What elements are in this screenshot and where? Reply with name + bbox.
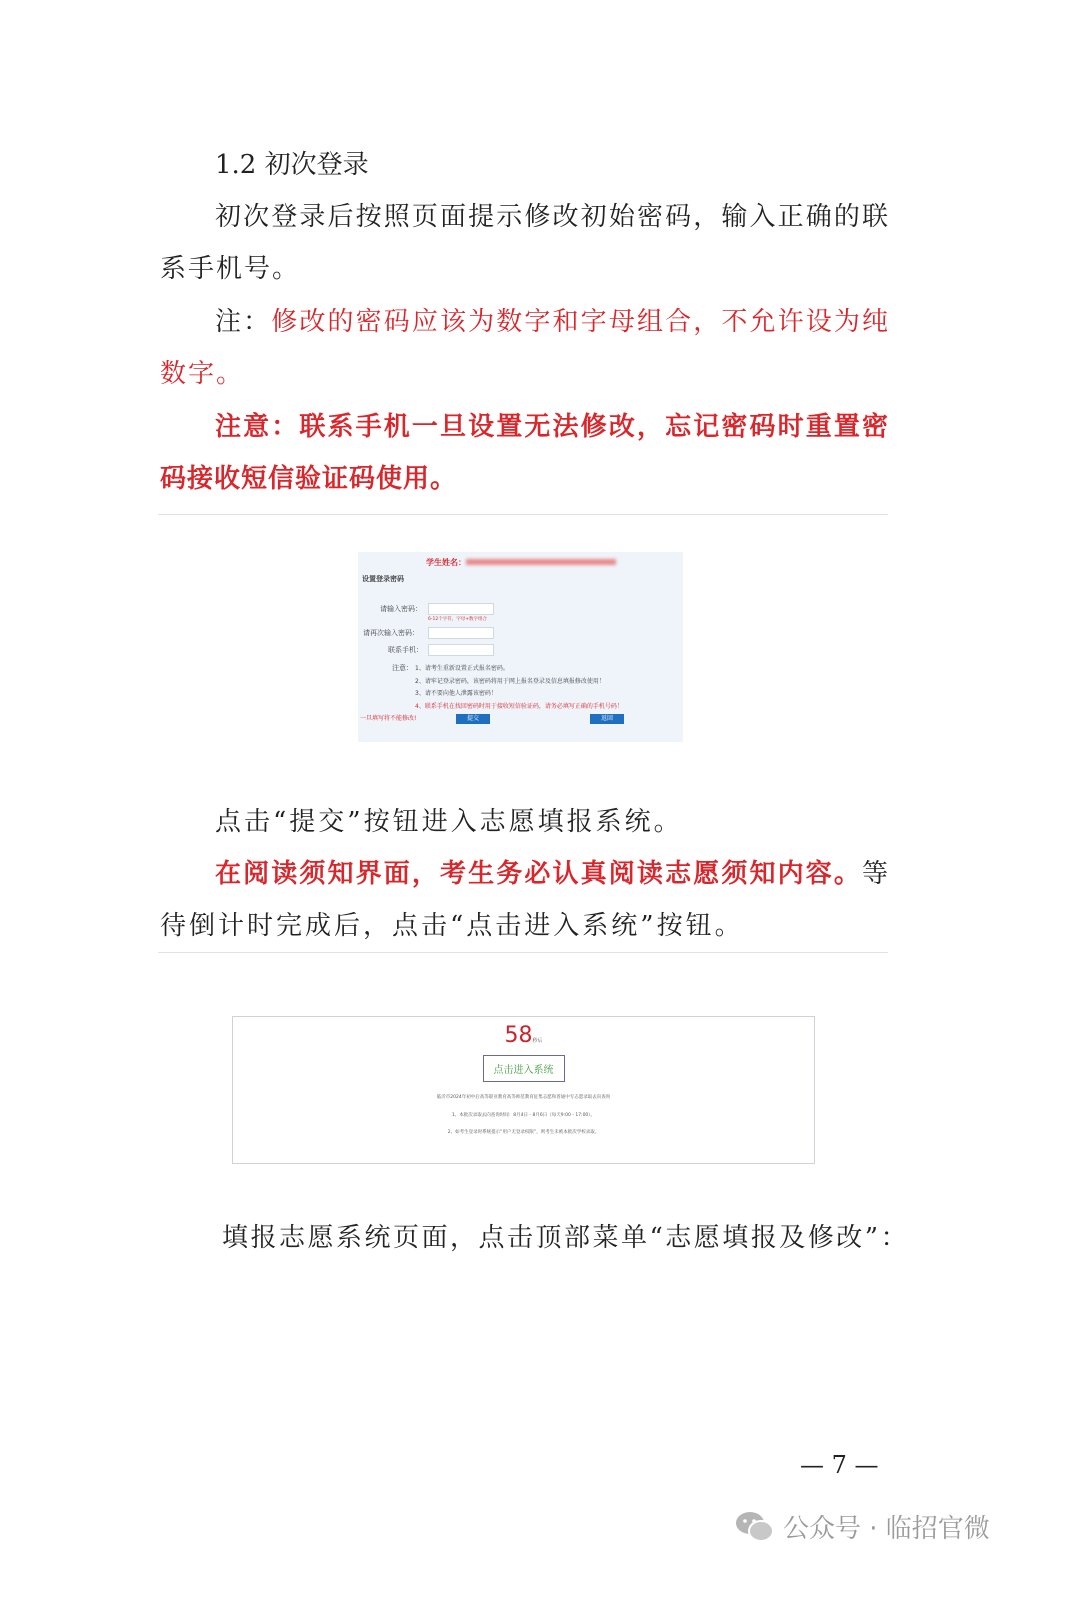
warning-line: 码接收短信验证码使用。 bbox=[160, 464, 458, 494]
section-title: 1.2 初次登录 bbox=[215, 150, 369, 180]
notes-label: 注意： bbox=[392, 664, 413, 672]
password-hint: 6-12个字符，字母+数字组合 bbox=[428, 617, 487, 622]
phone-warning: 一旦填写将不能修改! bbox=[360, 715, 417, 722]
note-item: 2、请牢记登录密码，该密码将用于网上报名登录及信息填报修改使用！ bbox=[415, 678, 605, 685]
page-number: — 7 — bbox=[800, 1451, 879, 1479]
highlight-text: 在阅读须知界面，考生务必认真阅读志愿须知内容。 bbox=[215, 859, 862, 889]
paragraph-text: 等 bbox=[861, 859, 888, 889]
countdown-unit: 秒后 bbox=[532, 1038, 543, 1044]
student-name-label: 学生姓名： bbox=[426, 558, 466, 567]
phone-label: 联系手机： bbox=[388, 646, 423, 654]
password-label: 请输入密码： bbox=[380, 605, 422, 613]
paragraph-line: 系手机号。 bbox=[160, 254, 301, 284]
watermark-text: 公众号 · 临招官微 bbox=[783, 1514, 990, 1544]
note-text: 修改的密码应该为数字和字母组合，不允许设为纯 bbox=[271, 307, 888, 337]
blurred-student-info bbox=[466, 559, 616, 565]
wechat-icon bbox=[735, 1510, 775, 1544]
countdown bbox=[233, 1023, 814, 1048]
note-item: 1、请考生重新设置正式报名密码。 bbox=[415, 665, 509, 672]
paragraph-line: 点击“提交”按钮进入志愿填报系统。 bbox=[215, 807, 683, 837]
notice-item: 2、如考生登录时系统提示“用户无登录权限”，则考生未被本批次学校录取。 bbox=[447, 1130, 600, 1135]
back-button[interactable]: 返回 bbox=[590, 714, 624, 724]
phone-input[interactable] bbox=[428, 644, 494, 656]
note-label: 注： bbox=[215, 307, 272, 337]
confirm-password-label: 请再次输入密码： bbox=[363, 629, 419, 637]
note-line: 数字。 bbox=[160, 359, 245, 389]
divider bbox=[158, 952, 888, 953]
paragraph-line: 初次登录后按照页面提示修改初始密码，输入正确的联 bbox=[215, 202, 888, 232]
password-input[interactable] bbox=[428, 603, 494, 615]
paragraph-line bbox=[215, 857, 888, 891]
countdown-number: 58 bbox=[504, 1023, 533, 1048]
enter-system-button[interactable]: 点击进入系统 bbox=[483, 1055, 565, 1082]
set-password-screenshot bbox=[358, 552, 683, 742]
set-password-heading: 设置登录密码 bbox=[362, 575, 404, 583]
submit-button[interactable]: 提交 bbox=[456, 714, 490, 724]
paragraph-line: 填报志愿系统页面，点击顶部菜单“志愿填报及修改”： bbox=[222, 1223, 910, 1253]
reading-notice-screenshot bbox=[232, 1016, 815, 1164]
warning-line: 注意：联系手机一旦设置无法修改，忘记密码时重置密 bbox=[215, 412, 888, 442]
notice-item: 1、本批次录取去向查询时间：8月4日 - 8月6日（每天9:00 - 17:00）。 bbox=[451, 1113, 596, 1118]
note-line bbox=[215, 305, 888, 339]
paragraph-line: 待倒计时完成后，点击“点击进入系统”按钮。 bbox=[160, 911, 744, 941]
notice-title: 临沂市2024年初中后高等职业教育高等师范教育征集志愿和普通中专志愿录取去向查询 bbox=[436, 1095, 611, 1100]
watermark bbox=[735, 1508, 990, 1545]
confirm-password-input[interactable] bbox=[428, 627, 494, 639]
divider bbox=[158, 514, 888, 515]
note-item: 4、联系手机在找回密码时用于接收短信验证码，请务必填写正确的手机号码！ bbox=[415, 703, 623, 710]
note-item: 3、请不要向他人泄露该密码！ bbox=[415, 690, 497, 697]
